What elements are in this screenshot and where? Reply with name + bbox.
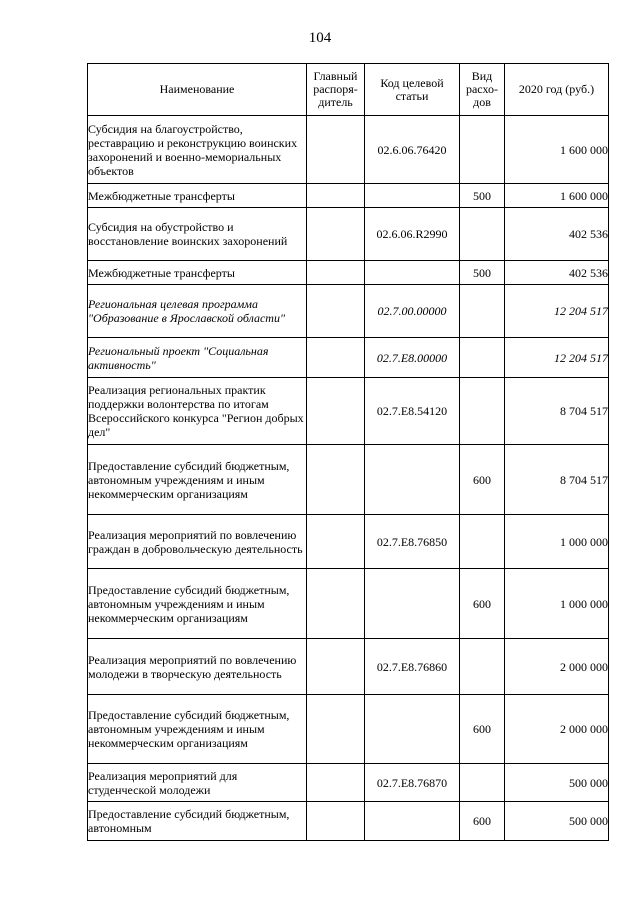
row-amount: 1 600 000 — [505, 184, 609, 208]
row-amount: 1 600 000 — [505, 116, 609, 184]
row-target-code — [365, 802, 460, 841]
row-expense-type: 600 — [460, 445, 505, 515]
budget-table — [87, 63, 609, 841]
row-manager — [307, 116, 365, 184]
row-name: Предоставление субсидий бюджетным, автономным — [88, 802, 307, 841]
row-expense-type: 500 — [460, 184, 505, 208]
table-row — [88, 338, 609, 378]
row-manager — [307, 261, 365, 285]
row-amount: 1 000 000 — [505, 569, 609, 639]
header-main-manager: Главный распоря- дитель — [307, 64, 365, 116]
row-target-code — [365, 695, 460, 764]
table-row — [88, 378, 609, 445]
row-target-code — [365, 261, 460, 285]
row-manager — [307, 445, 365, 515]
row-manager — [307, 764, 365, 802]
page-number: 104 — [308, 30, 332, 46]
row-target-code — [365, 569, 460, 639]
header-expense-type: Вид расхо- дов — [460, 64, 505, 116]
row-expense-type: 500 — [460, 261, 505, 285]
row-manager — [307, 338, 365, 378]
table-row — [88, 569, 609, 639]
row-amount: 1 000 000 — [505, 515, 609, 569]
row-target-code — [365, 445, 460, 515]
row-manager — [307, 285, 365, 338]
row-manager — [307, 695, 365, 764]
table-row — [88, 764, 609, 802]
row-target-code: 02.7.E8.76850 — [365, 515, 460, 569]
row-target-code: 02.7.E8.54120 — [365, 378, 460, 445]
row-name: Региональная целевая программа "Образование в Ярославской области" — [88, 285, 307, 338]
row-manager — [307, 378, 365, 445]
row-expense-type: 600 — [460, 569, 505, 639]
row-amount: 12 204 517 — [505, 338, 609, 378]
row-manager — [307, 802, 365, 841]
row-name: Межбюджетные трансферты — [88, 261, 307, 285]
row-name: Предоставление субсидий бюджетным, автономным учреждениям и иным некоммерческим организациям — [88, 695, 307, 764]
row-target-code: 02.6.06.76420 — [365, 116, 460, 184]
row-expense-type — [460, 378, 505, 445]
row-name: Реализация региональных практик поддержки волонтерства по итогам Всероссийского конкурса "Регион добрых дел" — [88, 378, 307, 445]
row-name: Реализация мероприятий для студенческой молодежи — [88, 764, 307, 802]
row-manager — [307, 639, 365, 695]
table-row — [88, 261, 609, 285]
header-target-code: Код целевой статьи — [365, 64, 460, 116]
table-row — [88, 184, 609, 208]
row-amount: 2 000 000 — [505, 639, 609, 695]
row-amount: 402 536 — [505, 208, 609, 261]
row-name: Региональный проект "Социальная активность" — [88, 338, 307, 378]
row-manager — [307, 515, 365, 569]
row-name: Межбюджетные трансферты — [88, 184, 307, 208]
row-target-code: 02.7.E8.76860 — [365, 639, 460, 695]
row-amount: 500 000 — [505, 764, 609, 802]
row-target-code: 02.7.E8.76870 — [365, 764, 460, 802]
row-target-code: 02.7.00.00000 — [365, 285, 460, 338]
row-amount: 2 000 000 — [505, 695, 609, 764]
row-manager — [307, 184, 365, 208]
row-name: Субсидия на обустройство и восстановление воинских захоронений — [88, 208, 307, 261]
row-expense-type — [460, 116, 505, 184]
row-amount: 500 000 — [505, 802, 609, 841]
table-row — [88, 802, 609, 841]
row-name: Предоставление субсидий бюджетным, автономным учреждениям и иным некоммерческим организациям — [88, 569, 307, 639]
table-row — [88, 639, 609, 695]
header-year-amount: 2020 год (руб.) — [505, 64, 609, 116]
row-expense-type — [460, 338, 505, 378]
row-expense-type — [460, 764, 505, 802]
row-name: Субсидия на благоустройство, реставрацию и реконструкцию воинских захоронений и военно-мемориальных объектов — [88, 116, 307, 184]
row-expense-type — [460, 208, 505, 261]
header-name: Наименование — [88, 64, 307, 116]
table-row — [88, 445, 609, 515]
row-target-code: 02.7.E8.00000 — [365, 338, 460, 378]
row-manager — [307, 569, 365, 639]
row-amount: 12 204 517 — [505, 285, 609, 338]
row-expense-type — [460, 515, 505, 569]
row-expense-type: 600 — [460, 802, 505, 841]
row-amount: 8 704 517 — [505, 445, 609, 515]
row-expense-type — [460, 639, 505, 695]
table-row — [88, 116, 609, 184]
table-row — [88, 515, 609, 569]
row-target-code — [365, 184, 460, 208]
row-target-code: 02.6.06.R2990 — [365, 208, 460, 261]
table-row — [88, 285, 609, 338]
row-name: Реализация мероприятий по вовлечению молодежи в творческую деятельность — [88, 639, 307, 695]
row-expense-type: 600 — [460, 695, 505, 764]
row-manager — [307, 208, 365, 261]
row-expense-type — [460, 285, 505, 338]
row-amount: 8 704 517 — [505, 378, 609, 445]
row-amount: 402 536 — [505, 261, 609, 285]
table-header-row — [88, 64, 609, 116]
table-row — [88, 695, 609, 764]
table-row — [88, 208, 609, 261]
row-name: Реализация мероприятий по вовлечению граждан в добровольческую деятельность — [88, 515, 307, 569]
row-name: Предоставление субсидий бюджетным, автономным учреждениям и иным некоммерческим организациям — [88, 445, 307, 515]
